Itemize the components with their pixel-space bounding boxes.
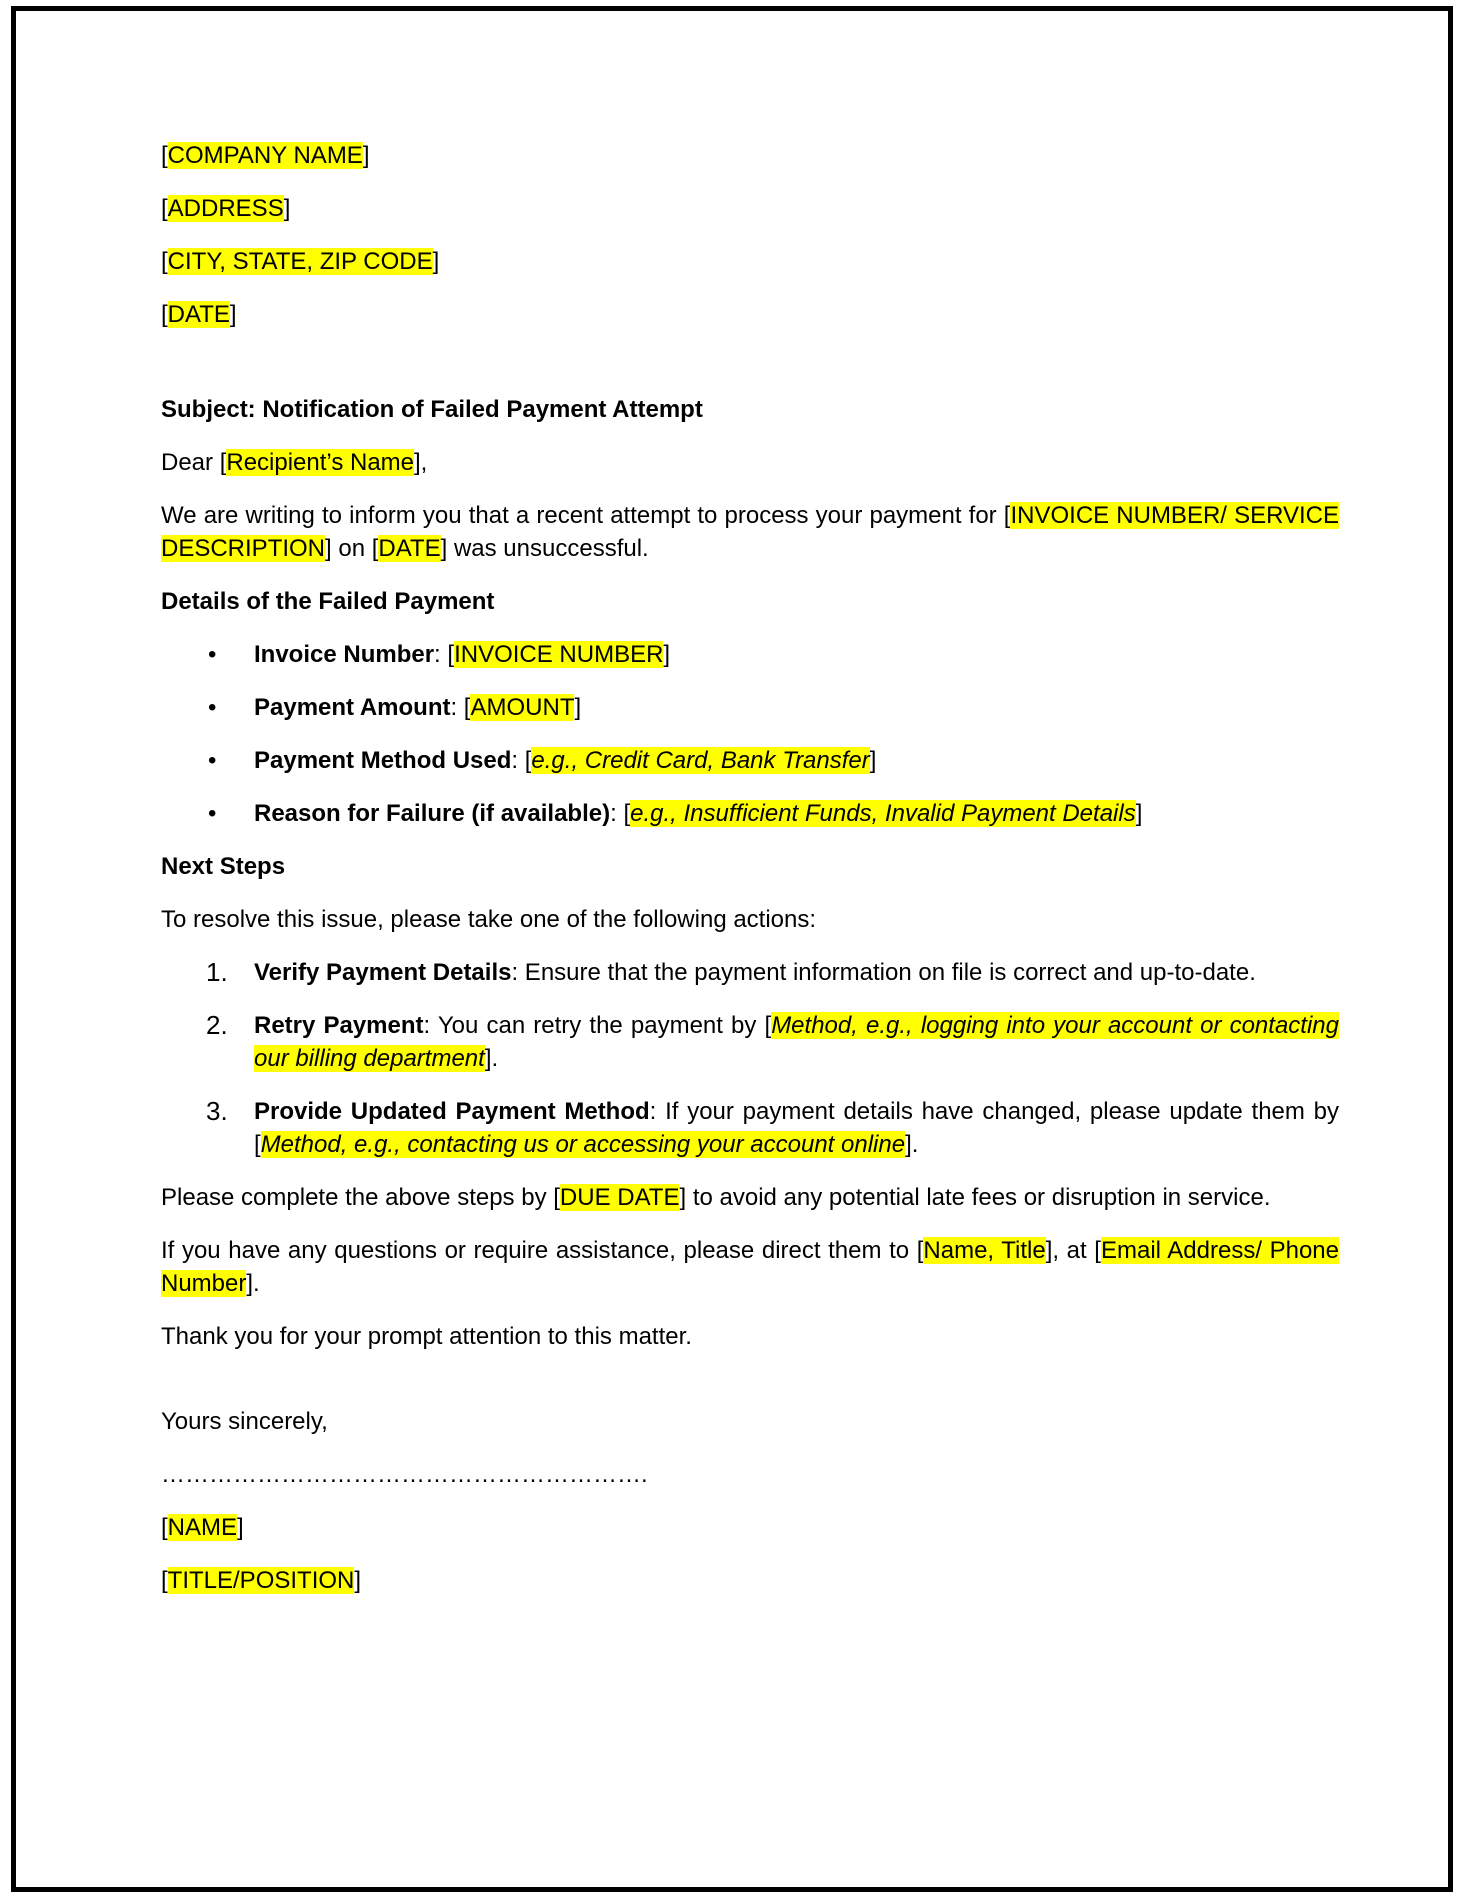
- document-page: [11, 6, 1453, 1892]
- letter-body: [161, 139, 1339, 1617]
- steps-list: [161, 956, 1339, 1161]
- company-name: [COMPANY NAME]: [161, 142, 370, 169]
- bullet-icon: •: [208, 747, 217, 774]
- signature-line: …………………………………………………….: [161, 1461, 648, 1488]
- salutation: Dear [Recipient’s Name],: [161, 449, 428, 476]
- closing: Yours sincerely,: [161, 1408, 328, 1435]
- address: [ADDRESS]: [161, 195, 291, 222]
- list-item: • Payment Method Used: [e.g., Credit Card, Bank Transfer]: [161, 744, 1339, 777]
- recipient-name: Recipient’s Name: [226, 449, 414, 476]
- contact-paragraph: If you have any questions or require assistance, please direct them to [Name, Title], at [Email Address/ Phone Number].: [161, 1237, 1340, 1297]
- list-item: • Invoice Number: [INVOICE NUMBER]: [161, 638, 1339, 671]
- list-item: 3. Provide Updated Payment Method: If your payment details have changed, please update them by [Method, e.g., contacting us or accessing your account online].: [206, 1096, 1339, 1158]
- letter-date: [DATE]: [161, 301, 237, 328]
- details-heading: Details of the Failed Payment: [161, 588, 495, 615]
- list-item: 1. Verify Payment Details: Ensure that the payment information on file is correct and up-to-date.: [206, 957, 1256, 987]
- list-item: • Reason for Failure (if available): [e.g., Insufficient Funds, Invalid Payment Details]: [161, 797, 1339, 830]
- thanks-line: Thank you for your prompt attention to this matter.: [161, 1323, 692, 1350]
- subject-line: Subject: Notification of Failed Payment Attempt: [161, 396, 703, 423]
- details-list: [161, 638, 1339, 830]
- due-date-paragraph: Please complete the above steps by [DUE DATE] to avoid any potential late fees or disruption in service.: [161, 1184, 1271, 1211]
- bullet-icon: •: [208, 694, 217, 721]
- signoff-title: [TITLE/POSITION]: [161, 1567, 362, 1594]
- signoff-name: [NAME]: [161, 1514, 244, 1541]
- list-item: 2. Retry Payment: You can retry the payment by [Method, e.g., logging into your account or contacting our billing department].: [206, 1010, 1339, 1072]
- city-state-zip: [CITY, STATE, ZIP CODE]: [161, 248, 440, 275]
- bullet-icon: •: [208, 800, 217, 827]
- intro-paragraph: We are writing to inform you that a recent attempt to process your payment for [INVOICE NUMBER/ SERVICE DESCRIPTION] on [DATE] was unsuccessful.: [161, 502, 1340, 562]
- list-item: • Payment Amount: [AMOUNT]: [161, 691, 1339, 724]
- next-steps-heading: Next Steps: [161, 853, 286, 880]
- bullet-icon: •: [208, 641, 217, 668]
- next-steps-intro: To resolve this issue, please take one of the following actions:: [161, 906, 817, 933]
